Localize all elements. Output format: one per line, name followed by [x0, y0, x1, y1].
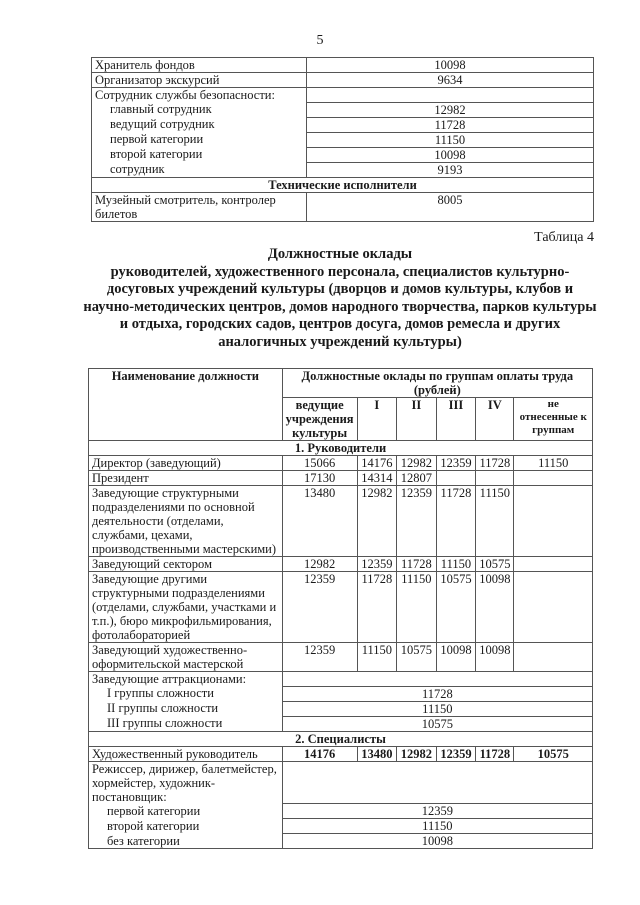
table-row	[92, 147, 594, 162]
position-group-name: Заведующие аттракционами:	[89, 672, 283, 687]
position-name: II группы сложности	[89, 701, 283, 716]
salary-value: 10098	[307, 58, 594, 73]
table-row	[89, 672, 593, 687]
table-label: Таблица 4	[534, 230, 594, 245]
table-row	[89, 761, 593, 804]
table-row	[89, 716, 593, 731]
position-name: Организатор экскурсий	[92, 73, 307, 88]
position-name: Заведующие другими структурными подразделениями (отделами, службами, участками и т.п.), бюро микрофильмирования, фотолабораторией	[89, 572, 283, 643]
salary-value: 12359	[436, 746, 476, 761]
salary-value	[514, 557, 593, 572]
salary-value	[436, 471, 476, 486]
table-row	[92, 102, 594, 117]
salary-value: 8005	[307, 192, 594, 221]
salary-value: 10575	[436, 572, 476, 643]
table-row	[89, 804, 593, 819]
header-col-3: III	[436, 398, 476, 441]
salary-value: 10575	[514, 746, 593, 761]
salary-value: 12359	[282, 643, 357, 672]
salary-value: 11150	[282, 819, 592, 834]
position-name: Президент	[89, 471, 283, 486]
table-row	[89, 701, 593, 716]
table-row	[92, 132, 594, 147]
table-row	[92, 192, 594, 221]
salary-value: 11728	[397, 557, 437, 572]
header-col-2: II	[397, 398, 437, 441]
table-row	[89, 643, 593, 672]
section-row	[92, 177, 594, 192]
section-heading: Технические исполнители	[92, 177, 594, 192]
salary-value: 12982	[397, 456, 437, 471]
salary-value: 14176	[282, 746, 357, 761]
salary-value: 11728	[476, 456, 514, 471]
salary-value: 15066	[282, 456, 357, 471]
salary-value: 11728	[282, 686, 592, 701]
table-row	[89, 834, 593, 849]
salary-value: 12982	[357, 486, 397, 557]
salary-value: 12982	[307, 102, 594, 117]
table3-continuation	[91, 57, 594, 222]
salary-value	[307, 88, 594, 103]
salary-value: 10098	[476, 572, 514, 643]
position-group-name: Сотрудник службы безопасности:	[92, 88, 307, 103]
salary-value: 11150	[397, 572, 437, 643]
header-row	[89, 369, 593, 398]
header-col-leading: ведущие учреждения культуры	[282, 398, 357, 441]
salary-value	[514, 572, 593, 643]
header-col-4: IV	[476, 398, 514, 441]
table-row	[89, 557, 593, 572]
table-row	[89, 471, 593, 486]
salary-value: 12359	[282, 804, 592, 819]
section-heading: 1. Руководители	[89, 441, 593, 456]
position-name: Заведующие структурными подразделениями по основной деятельности (отделами, службами, цехами, производственными мастерскими)	[89, 486, 283, 557]
position-name: Художественный руководитель	[89, 746, 283, 761]
salary-value: 12982	[282, 557, 357, 572]
salary-value: 12359	[397, 486, 437, 557]
title-rest: руководителей, художественного персонала, специалистов культурно-досуговых учреждений культуры (дворцов и домов культуры, клубов и научно-методических центров, домов народного творчества, парков культуры и отдыха, городских садов, центров досуга, домов ремесла и других аналогичных учреждений культуры)	[83, 263, 597, 350]
salary-value	[514, 471, 593, 486]
salary-value	[514, 643, 593, 672]
empty-cell	[282, 761, 592, 804]
salary-value: 11728	[357, 572, 397, 643]
salary-value: 13480	[282, 486, 357, 557]
table-row	[92, 162, 594, 177]
position-name: Заведующий сектором	[89, 557, 283, 572]
salary-value: 10098	[307, 147, 594, 162]
position-name: первой категории	[89, 804, 283, 819]
position-name: второй категории	[89, 819, 283, 834]
position-name: I группы сложности	[89, 686, 283, 701]
section-row	[89, 441, 593, 456]
position-name: сотрудник	[92, 162, 307, 177]
header-position-name: Наименование должности	[89, 369, 283, 441]
section-row	[89, 731, 593, 746]
table-row	[89, 686, 593, 701]
salary-value: 11728	[476, 746, 514, 761]
header-col-unassigned: не отнесенные к группам	[514, 398, 593, 441]
salary-value: 10098	[476, 643, 514, 672]
salary-value	[514, 486, 593, 557]
table-title	[80, 246, 600, 351]
salary-value: 12359	[436, 456, 476, 471]
title-line1: Должностные оклады	[267, 246, 413, 262]
salary-value: 12982	[397, 746, 437, 761]
salary-value: 14314	[357, 471, 397, 486]
salary-value: 11728	[436, 486, 476, 557]
table-row	[89, 819, 593, 834]
salary-value	[476, 471, 514, 486]
salary-value: 13480	[357, 746, 397, 761]
position-name: первой категории	[92, 132, 307, 147]
salary-value: 12359	[282, 572, 357, 643]
header-col-1: I	[357, 398, 397, 441]
salary-value: 11150	[514, 456, 593, 471]
table-row	[92, 117, 594, 132]
section-heading: 2. Специалисты	[89, 731, 593, 746]
salary-value: 10098	[436, 643, 476, 672]
table-row	[89, 486, 593, 557]
salary-value: 11150	[476, 486, 514, 557]
table-row	[92, 88, 594, 103]
salary-value: 12359	[357, 557, 397, 572]
position-group-name: Режиссер, дирижер, балетмейстер, хормейстер, художник-постановщик:	[89, 761, 283, 804]
table-row	[92, 58, 594, 73]
salary-value: 10575	[476, 557, 514, 572]
position-name: Директор (заведующий)	[89, 456, 283, 471]
salary-value: 11150	[282, 701, 592, 716]
table4-salaries	[88, 368, 593, 849]
empty-cell	[282, 672, 592, 687]
position-name: Музейный смотритель, контролер билетов	[92, 192, 307, 221]
position-name: второй категории	[92, 147, 307, 162]
header-salary-group: Должностные оклады по группам оплаты труда (рублей)	[282, 369, 592, 398]
position-name: Хранитель фондов	[92, 58, 307, 73]
table-row	[89, 572, 593, 643]
salary-value: 9193	[307, 162, 594, 177]
salary-value: 11150	[307, 132, 594, 147]
salary-value: 10575	[282, 716, 592, 731]
table-row	[89, 746, 593, 761]
page-number: 5	[316, 33, 324, 48]
salary-value: 14176	[357, 456, 397, 471]
position-name: без категории	[89, 834, 283, 849]
salary-value: 10098	[282, 834, 592, 849]
salary-value: 10575	[397, 643, 437, 672]
salary-value: 11150	[436, 557, 476, 572]
salary-value: 9634	[307, 73, 594, 88]
table-row	[92, 73, 594, 88]
position-name: Заведующий художественно-оформительской мастерской	[89, 643, 283, 672]
salary-value: 17130	[282, 471, 357, 486]
table-row	[89, 456, 593, 471]
salary-value: 12807	[397, 471, 437, 486]
position-name: главный сотрудник	[92, 102, 307, 117]
salary-value: 11728	[307, 117, 594, 132]
salary-value: 11150	[357, 643, 397, 672]
position-name: III группы сложности	[89, 716, 283, 731]
position-name: ведущий сотрудник	[92, 117, 307, 132]
